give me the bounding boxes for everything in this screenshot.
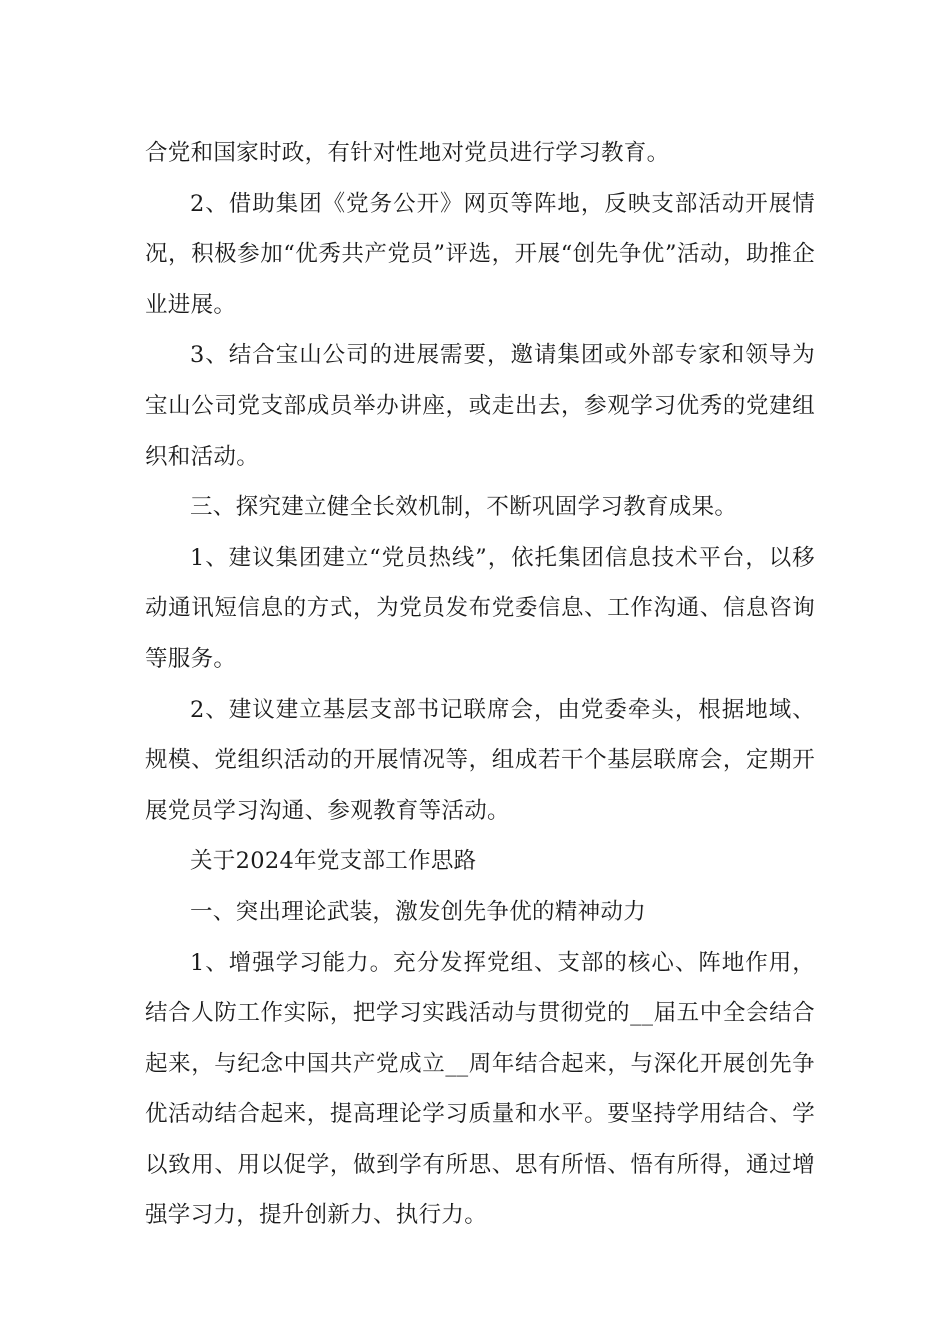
section-heading-1-theory: 一、突出理论武装，激发创先争优的精神动力	[190, 898, 647, 925]
paragraph-item-1-learning: 1、增强学习能力。充分发挥党组、支部的核心、阵地作用，结合人防工作实际，把学习实践活动与贯彻党的__届五中全会结合起来，与纪念中国共产党成立__周年结合起来，与深化开展创先争优活动结合起来，提高理论学习质量和水平。要坚持学用结合、学以致用、用以促学，做到学有所思、思有所悟、悟有所得，通过增强学习力，提升创新力、执行力。	[145, 949, 815, 1229]
paragraph-item-2-party-affairs: 2、借助集团《党务公开》网页等阵地，反映支部活动开展情况，积极参加“优秀共产党员”评选，开展“创先争优”活动，助推企业进展。	[145, 190, 815, 318]
document-body	[145, 128, 815, 1241]
document-title: 关于2024年党支部工作思路	[190, 848, 477, 875]
section-heading-3-mechanism: 三、探究建立健全长效机制，不断巩固学习教育成果。	[190, 494, 738, 521]
paragraph-item-3-lectures: 3、结合宝山公司的进展需要，邀请集团或外部专家和领导为宝山公司党支部成员举办讲座，或走出去，参观学习优秀的党建组织和活动。	[145, 342, 815, 470]
paragraph-item-1-hotline: 1、建议集团建立“党员热线”，依托集团信息技术平台，以移动通讯短信息的方式，为党员发布党委信息、工作沟通、信息咨询等服务。	[145, 544, 815, 672]
paragraph-continuation: 合党和国家时政，有针对性地对党员进行学习教育。	[145, 140, 670, 166]
paragraph-item-2-joint-meeting: 2、建议建立基层支部书记联席会，由党委牵头，根据地域、规模、党组织活动的开展情况等，组成若干个基层联席会，定期开展党员学习沟通、参观教育等活动。	[145, 696, 815, 824]
